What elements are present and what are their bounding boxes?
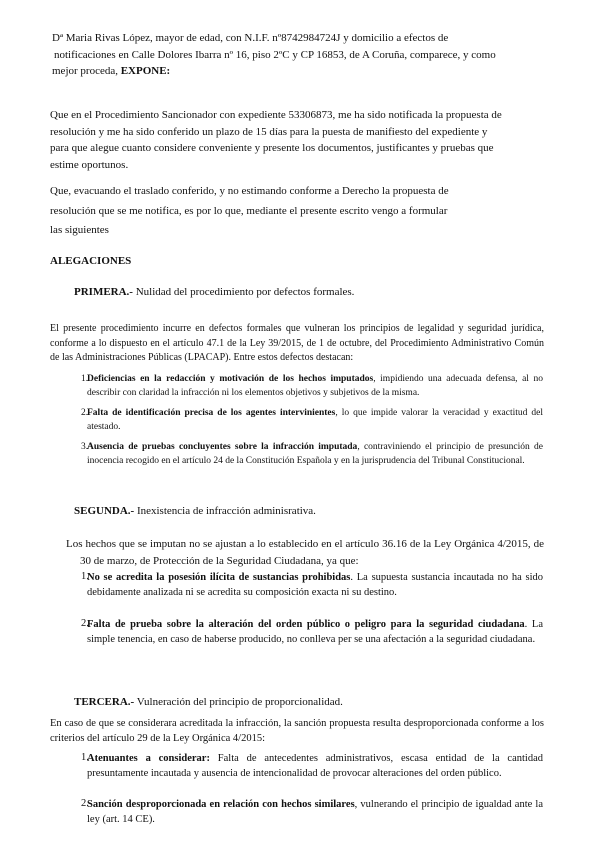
list-number: 2. bbox=[81, 618, 89, 629]
tercera-heading bbox=[74, 694, 343, 711]
para2-line-2: resolución que se me notifica, es por lo que, mediante el presente escrito vengo a formular bbox=[50, 204, 448, 217]
item-text: , impidiendo una adecuada defensa, al no describir con claridad la infracción ni los elementos objetivos y subjetivos de la misma. bbox=[87, 374, 543, 398]
intro-line-3: mejor proceda, bbox=[52, 65, 121, 77]
item-text: . La supuesta sustancia incautada no ha sido debidamente analizada ni se acredita su composición exacta ni su destino. bbox=[87, 572, 543, 598]
tercera-item-2 bbox=[87, 797, 543, 827]
item-text: , lo que impide valorar la veracidad y exactitud del atestado. bbox=[87, 408, 543, 432]
intro-line-1: Dª Maria Rivas López, mayor de edad, con N.I.F. nº8742984724J y domicilio a efectos de bbox=[52, 32, 449, 44]
item-bold: Sanción desproporcionada en relación con hechos similares bbox=[87, 799, 355, 810]
tercera-item-1 bbox=[87, 751, 543, 781]
list-number: 1. bbox=[81, 374, 89, 384]
primera-subtitle: Nulidad del procedimiento por defectos formales. bbox=[132, 286, 355, 298]
para1-line-2: resolución y me ha sido conferido un plazo de 15 días para la puesta de manifiesto del expediente y bbox=[50, 125, 488, 138]
tercera-label: TERCERA.- bbox=[74, 696, 135, 708]
list-number: 3. bbox=[81, 442, 89, 452]
para1-line-4: estime oportunos. bbox=[50, 158, 129, 171]
primera-heading bbox=[74, 284, 354, 301]
item-bold: No se acredita la posesión ilícita de sustancias prohibidas bbox=[87, 572, 351, 583]
item-bold: Falta de identificación precisa de los agentes intervinientes bbox=[87, 408, 336, 418]
intro-paragraph bbox=[52, 30, 552, 80]
list-number: 1. bbox=[81, 752, 89, 763]
paragraph-traslado bbox=[50, 183, 550, 239]
segunda-body: Los hechos que se imputan no se ajustan a lo establecido en el artículo 36.16 de la Ley Orgánica 4/2015, de 30 de marzo, de Protección de la Seguridad Ciudadana, ya que: bbox=[66, 538, 544, 567]
item-text: , contraviniendo el principio de presunción de inocencia recogido en el artículo 24 de la Constitución Española y en la jurisprudencia del Tribunal Constitucional. bbox=[87, 442, 543, 466]
intro-line-2: notificaciones en Calle Dolores Ibarra nº 16, piso 2ºC y CP 16853, de A Coruña, comparece, y como bbox=[54, 48, 496, 61]
para2-line-3: las siguientes bbox=[50, 224, 109, 236]
segunda-subtitle: Inexistencia de infracción adminisrativa. bbox=[134, 505, 316, 517]
primera-body: El presente procedimiento incurre en defectos formales que vulneran los principios de legalidad y seguridad jurídica, conforme a lo dispuesto en el artículo 47.1 de la Ley 39/2015, de 1 de octubre, del Procedimiento Administrativo Común de las Administraciones Públicas (LPACAP). Entre estos defectos destacan: bbox=[50, 323, 544, 363]
primera-item-2 bbox=[87, 407, 543, 434]
primera-item-1 bbox=[87, 373, 543, 400]
item-bold: Deficiencias en la redacción y motivación de los hechos imputados bbox=[87, 374, 374, 384]
list-number: 2. bbox=[81, 408, 89, 418]
item-text: , vulnerando el principio de igualdad ante la ley (art. 14 CE). bbox=[87, 799, 543, 825]
para1-line-1: Que en el Procedimiento Sancionador con expediente 53306873, me ha sido notificada la propuesta de bbox=[50, 109, 502, 121]
list-number: 1. bbox=[81, 571, 89, 582]
para1-line-3: para que alegue cuanto considere conveniente y presente los documentos, justificantes y pruebas que bbox=[50, 142, 494, 154]
primera-label: PRIMERA.- bbox=[74, 286, 133, 298]
item-text: Falta de antecedentes administrativos, escasa entidad de la cantidad presuntamente incautada y ausencia de intencionalidad de provocar alteraciones del orden público. bbox=[87, 753, 543, 779]
para2-line-1: Que, evacuando el traslado conferido, y no estimando conforme a Derecho la propuesta de bbox=[50, 185, 449, 197]
tercera-body: En caso de que se considerara acreditada la infracción, la sanción propuesta resulta desproporcionada conforme a los criterios del artículo 29 de la Ley Orgánica 4/2015: bbox=[50, 718, 544, 744]
tercera-subtitle: Vulneración del principio de proporcionalidad. bbox=[134, 696, 343, 708]
segunda-heading bbox=[74, 503, 316, 520]
alegaciones-title: ALEGACIONES bbox=[50, 255, 132, 267]
paragraph-procedimiento bbox=[50, 107, 550, 173]
segunda-label: SEGUNDA.- bbox=[74, 505, 135, 517]
item-bold: Ausencia de pruebas concluyentes sobre la infracción imputada bbox=[87, 442, 358, 452]
primera-item-3 bbox=[87, 441, 543, 468]
segunda-item-2 bbox=[87, 617, 543, 647]
item-bold: Falta de prueba sobre la alteración del orden público o peligro para la seguridad ciudadana bbox=[87, 619, 525, 630]
list-number: 2. bbox=[81, 798, 89, 809]
expone-label: EXPONE: bbox=[120, 65, 171, 77]
segunda-item-1 bbox=[87, 570, 543, 600]
item-text: . La simple tenencia, en caso de haberse producido, no conlleva per se una afectación a la seguridad ciudadana. bbox=[87, 619, 543, 645]
item-bold: Atenuantes a considerar: bbox=[87, 753, 210, 764]
